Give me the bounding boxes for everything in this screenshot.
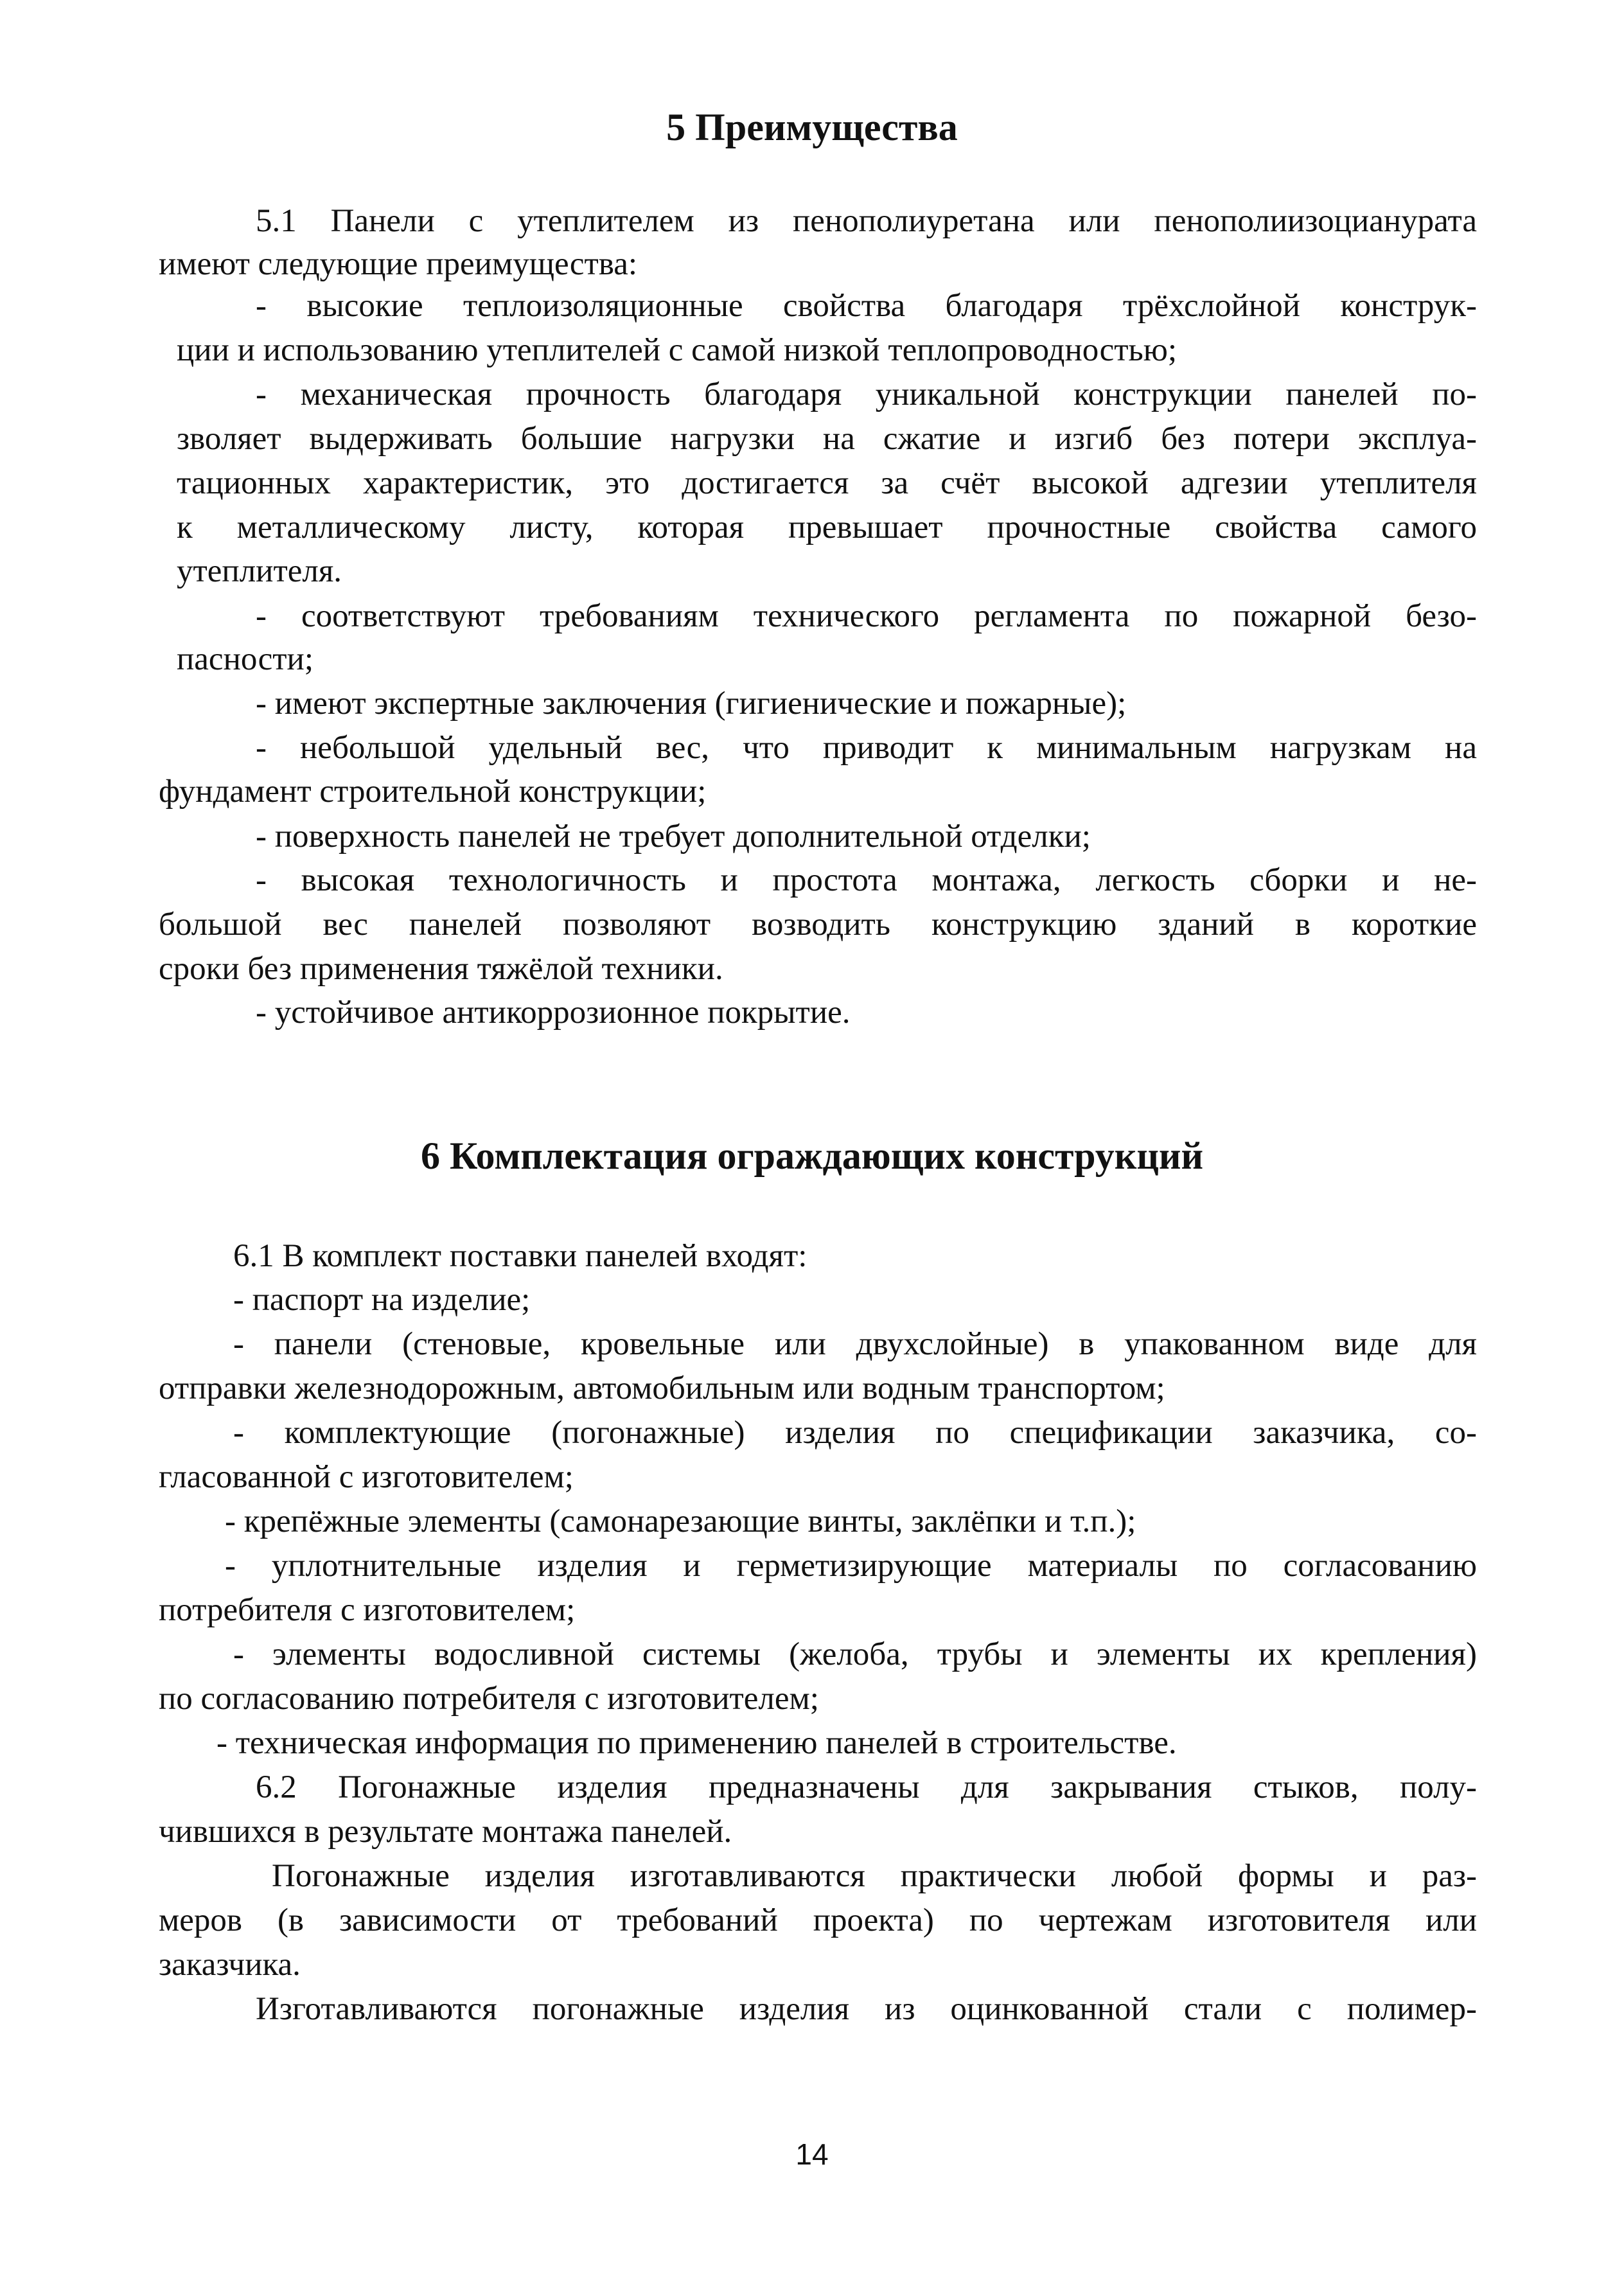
- section-5-heading: 5 Преимущества: [666, 106, 958, 148]
- text-line: утеплителя.: [177, 553, 342, 589]
- text-line: - высокие теплоизоляционные свойства благодаря трёхслойной конструк-: [256, 288, 1477, 324]
- text-line: - панели (стеновые, кровельные или двухслойные) в упакованном виде для: [233, 1326, 1477, 1362]
- text-line: заказчика.: [159, 1947, 301, 1983]
- text-line: потребителя с изготовителем;: [159, 1592, 576, 1628]
- text-line: - механическая прочность благодаря уникальной конструкции панелей по-: [256, 376, 1477, 412]
- text-line: - высокая технологичность и простота монтажа, легкость сборки и не-: [256, 862, 1477, 898]
- text-line: - поверхность панелей не требует дополнительной отделки;: [256, 819, 1091, 854]
- text-line: ции и использованию утеплителей с самой низкой теплопроводностью;: [177, 332, 1178, 368]
- text-line: - комплектующие (погонажные) изделия по спецификации заказчика, со-: [233, 1415, 1477, 1451]
- text-line: по согласованию потребителя с изготовителем;: [159, 1681, 819, 1717]
- text-line: 6.1 В комплект поставки панелей входят:: [233, 1238, 808, 1274]
- text-line: - паспорт на изделие;: [233, 1282, 531, 1318]
- section-6-heading: 6 Комплектация ограждающих конструкций: [420, 1135, 1204, 1177]
- text-line: - небольшой удельный вес, что приводит к минимальным нагрузкам на: [256, 730, 1477, 766]
- text-line: - элементы водосливной системы (желоба, трубы и элементы их крепления): [233, 1636, 1477, 1672]
- text-line: - уплотнительные изделия и герметизирующие материалы по согласованию: [225, 1548, 1477, 1584]
- page-number: 14: [795, 2138, 829, 2171]
- text-line: большой вес панелей позволяют возводить конструкцию зданий в короткие: [159, 907, 1477, 943]
- text-line: чившихся в результате монтажа панелей.: [159, 1814, 732, 1850]
- text-line: - крепёжные элементы (самонарезающие винты, заклёпки и т.п.);: [225, 1503, 1136, 1539]
- text-line: гласованной с изготовителем;: [159, 1459, 574, 1495]
- text-line: сроки без применения тяжёлой техники.: [159, 951, 723, 987]
- text-line: Погонажные изделия изготавливаются практически любой формы и раз-: [272, 1858, 1477, 1894]
- text-line: 6.2 Погонажные изделия предназначены для закрывания стыков, полу-: [256, 1769, 1477, 1805]
- text-line: - соответствуют требованиям технического регламента по пожарной безо-: [256, 598, 1477, 634]
- text-line: зволяет выдерживать большие нагрузки на сжатие и изгиб без потери эксплуа-: [177, 421, 1477, 457]
- text-line: - имеют экспертные заключения (гигиенические и пожарные);: [256, 686, 1127, 721]
- text-line: отправки железнодорожным, автомобильным или водным транспортом;: [159, 1370, 1165, 1406]
- text-line: - техническая информация по применению панелей в строительстве.: [216, 1725, 1177, 1761]
- text-line: к металлическому листу, которая превышает прочностные свойства самого: [177, 509, 1477, 545]
- text-line: 5.1 Панели с утеплителем из пенополиуретана или пенополиизоцианурата: [256, 203, 1477, 239]
- text-line: фундамент строительной конструкции;: [159, 774, 707, 810]
- text-line: Изготавливаются погонажные изделия из оцинкованной стали с полимер-: [256, 1991, 1477, 2027]
- text-line: тационных характеристик, это достигается за счёт высокой адгезии утеплителя: [177, 465, 1477, 501]
- text-line: пасности;: [177, 641, 314, 677]
- text-line: имеют следующие преимущества:: [159, 246, 638, 282]
- text-line: - устойчивое антикоррозионное покрытие.: [256, 995, 851, 1031]
- text-line: меров (в зависимости от требований проекта) по чертежам изготовителя или: [159, 1902, 1477, 1938]
